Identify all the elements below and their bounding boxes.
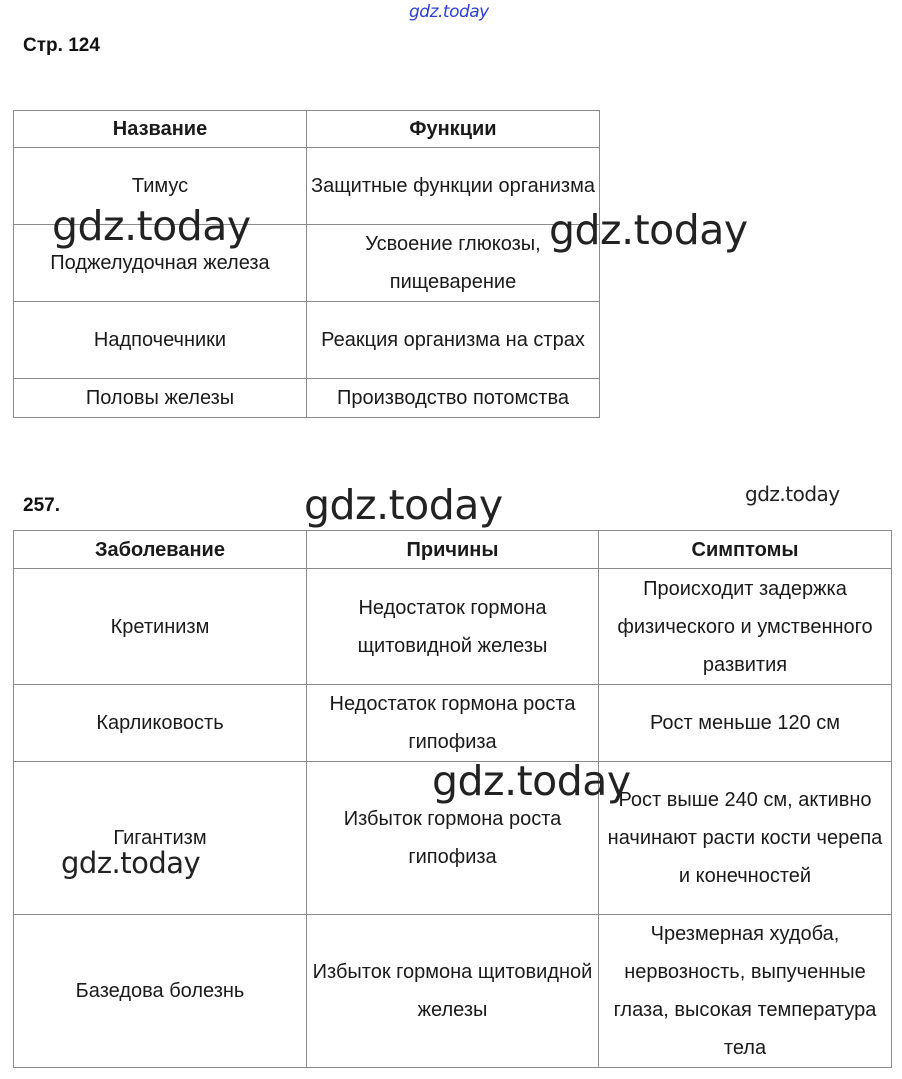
column-header-causes: Причины — [307, 531, 599, 569]
glands-table — [13, 110, 600, 418]
task-number: 257. — [23, 495, 60, 516]
table-header-row — [14, 531, 892, 569]
table-cell: Происходит задержка физического и умственного развития — [599, 569, 892, 685]
table-row — [14, 225, 600, 302]
table-cell: Недостаток гормона роста гипофиза — [307, 685, 599, 762]
column-header-disease: Заболевание — [14, 531, 307, 569]
table-cell: Недостаток гормона щитовидной железы — [307, 569, 599, 685]
table-cell: Реакция организма на страх — [307, 302, 600, 379]
page-heading: Стр. 124 — [23, 35, 100, 56]
table-cell: Поджелудочная железа — [14, 225, 307, 302]
watermark: gdz.today — [745, 482, 840, 506]
table-cell: Избыток гормона роста гипофиза — [307, 762, 599, 915]
table-cell: Рост выше 240 см, активно начинают расти кости черепа и конечностей — [599, 762, 892, 915]
table-cell: Защитные функции организма — [307, 148, 600, 225]
table-row — [14, 148, 600, 225]
watermark-top: gdz.today — [409, 2, 489, 22]
table-cell: Половы железы — [14, 379, 307, 418]
column-header-name: Название — [14, 111, 307, 148]
table-row — [14, 762, 892, 915]
table-cell: Тимус — [14, 148, 307, 225]
column-header-functions: Функции — [307, 111, 600, 148]
table-row — [14, 685, 892, 762]
diseases-table — [13, 530, 892, 1068]
watermark: gdz.today — [52, 202, 251, 250]
table-cell: Гигантизм — [14, 762, 307, 915]
column-header-symptoms: Симптомы — [599, 531, 892, 569]
table-cell: Надпочечники — [14, 302, 307, 379]
table-header-row — [14, 111, 600, 148]
table-cell: Базедова болезнь — [14, 915, 307, 1068]
table-row — [14, 302, 600, 379]
table-cell: Рост меньше 120 см — [599, 685, 892, 762]
table-row — [14, 569, 892, 685]
table-row — [14, 915, 892, 1068]
table-cell: Избыток гормона щитовидной железы — [307, 915, 599, 1068]
table-cell: Кретинизм — [14, 569, 307, 685]
table-cell: Производство потомства — [307, 379, 600, 418]
table-cell: Усвоение глюкозы, пищеварение — [307, 225, 600, 302]
watermark: gdz.today — [304, 481, 503, 529]
table-cell: Карликовость — [14, 685, 307, 762]
watermark: gdz.today — [549, 206, 748, 254]
watermark: gdz.today — [432, 757, 631, 805]
table-row — [14, 379, 600, 418]
table-cell: Чрезмерная худоба, нервозность, выпученные глаза, высокая температура тела — [599, 915, 892, 1068]
watermark: gdz.today — [61, 846, 201, 880]
